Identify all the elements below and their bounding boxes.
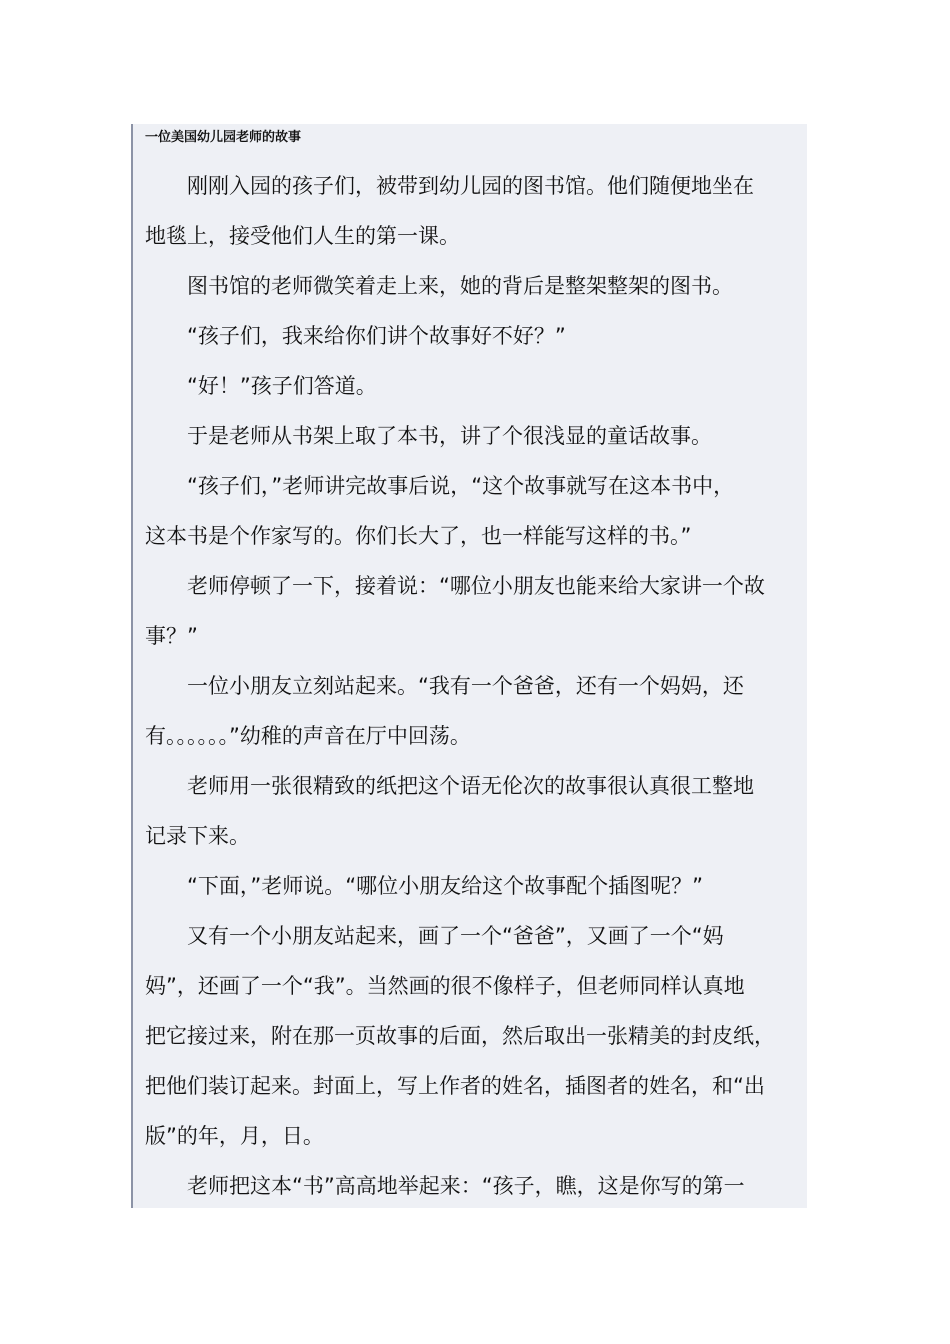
paragraph-line: 刚刚入园的孩子们，被带到幼儿园的图书馆。他们随便地坐在 (145, 174, 754, 198)
paragraph-line: 版”的年，月，日。 (145, 1124, 324, 1148)
paragraph-line: 图书馆的老师微笑着走上来，她的背后是整架整架的图书。 (145, 274, 733, 298)
paragraph-line: 老师停顿了一下，接着说：“哪位小朋友也能来给大家讲一个故 (145, 574, 765, 598)
document-title: 一位美国幼儿园老师的故事 (145, 130, 302, 145)
paragraph-line: 于是老师从书架上取了本书，讲了个很浅显的童话故事。 (145, 424, 712, 448)
paragraph-line: 老师把这本“书”高高地举起来：“孩子，瞧，这是你写的第一 (145, 1174, 745, 1198)
paragraph-line: “下面，”老师说。“哪位小朋友给这个故事配个插图呢？” (145, 874, 704, 898)
paragraph-line: 老师用一张很精致的纸把这个语无伦次的故事很认真很工整地 (145, 774, 754, 798)
paragraph-line: “好！”孩子们答道。 (145, 374, 377, 398)
document-page (131, 124, 807, 1208)
paragraph-line: 把他们装订起来。封面上，写上作者的姓名，插图者的姓名，和“出 (145, 1074, 765, 1098)
paragraph-line: 这本书是个作家写的。你们长大了，也一样能写这样的书。” (145, 524, 692, 548)
paragraph-line: 一位小朋友立刻站起来。“我有一个爸爸，还有一个妈妈，还 (145, 674, 744, 698)
paragraph-line: 事？” (145, 624, 198, 648)
paragraph-line: 有。。。。。。”幼稚的声音在厅中回荡。 (145, 724, 471, 748)
paragraph-line: 又有一个小朋友站起来，画了一个“爸爸”，又画了一个“妈 (145, 924, 724, 948)
paragraph-line: 地毯上，接受他们人生的第一课。 (145, 224, 460, 248)
paragraph-line: 妈”，还画了一个“我”。当然画的很不像样子，但老师同样认真地 (145, 974, 745, 998)
paragraph-line: 把它接过来，附在那一页故事的后面，然后取出一张精美的封皮纸， (145, 1024, 775, 1048)
paragraph-line: “孩子们，我来给你们讲个故事好不好？” (145, 324, 566, 348)
paragraph-line: “孩子们，”老师讲完故事后说，“这个故事就写在这本书中， (145, 474, 735, 498)
paragraph-line: 记录下来。 (145, 824, 250, 848)
